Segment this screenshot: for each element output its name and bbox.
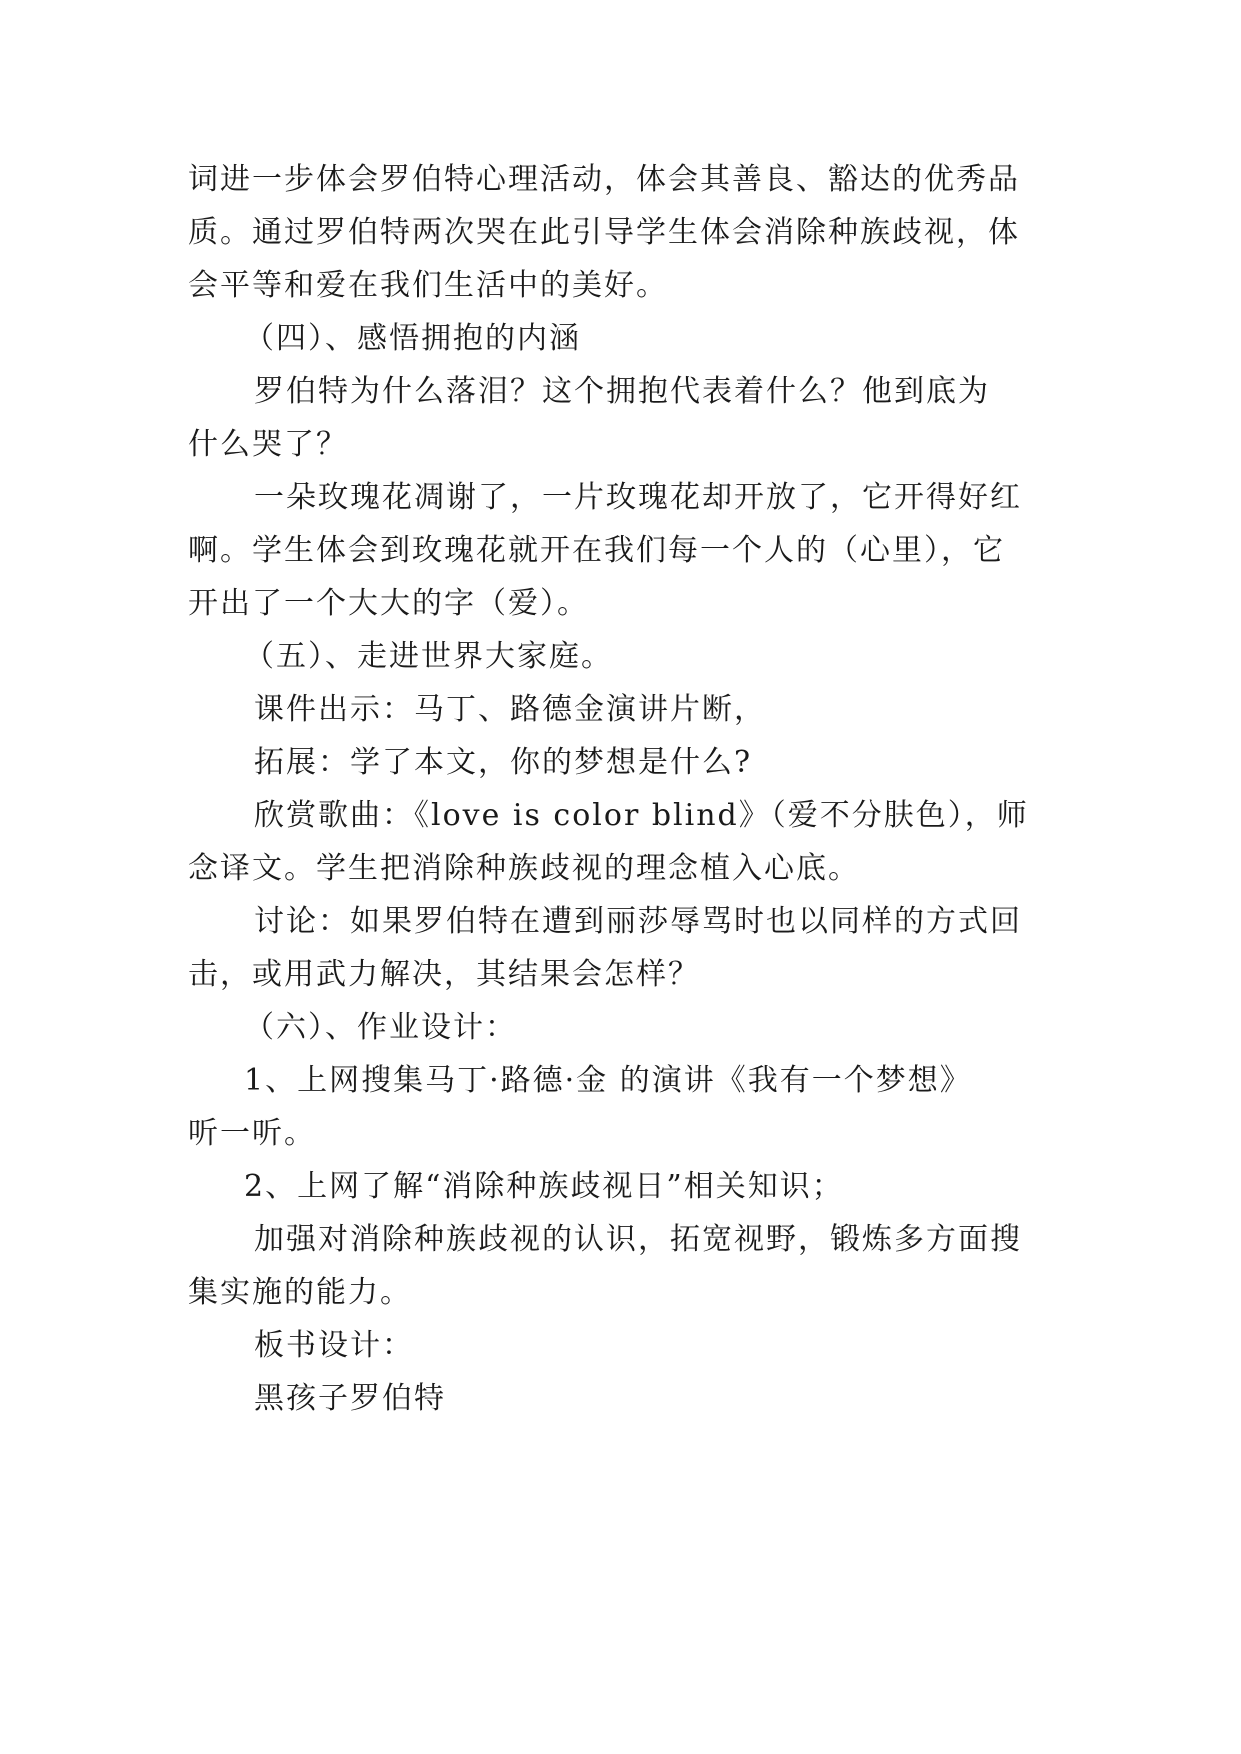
paragraph-line: 集实施的能力。 [188,1275,412,1310]
homework-item: 2、上网了解“消除种族歧视日”相关知识； [244,1169,844,1204]
board-design-title: 黑孩子罗伯特 [254,1381,446,1416]
paragraph-line: 听一听。 [188,1116,316,1151]
section-heading: （六）、作业设计： [244,1010,517,1045]
paragraph-line: 啊。学生体会到玫瑰花就开在我们每一个人的（心里），它 [188,533,1005,568]
paragraph-line: 课件出示：马丁、路德金演讲片断， [254,692,766,727]
paragraph-line: 欣赏歌曲：《love is color blind》（爱不分肤色），师 [254,798,1029,833]
paragraph-line: 念译文。学生把消除种族歧视的理念植入心底。 [188,851,860,886]
homework-item: 1、上网搜集马丁·路德·金 的演讲《我有一个梦想》 [244,1063,972,1098]
paragraph-line: 会平等和爱在我们生活中的美好。 [188,268,668,303]
paragraph-line: 加强对消除种族歧视的认识，拓宽视野，锻炼多方面搜 [254,1222,1022,1257]
board-design-label: 板书设计： [254,1328,414,1363]
paragraph-line: 质。通过罗伯特两次哭在此引导学生体会消除种族歧视，体 [188,215,1020,250]
paragraph-line: 拓展：学了本文，你的梦想是什么? [254,745,753,780]
paragraph-line: 词进一步体会罗伯特心理活动，体会其善良、豁达的优秀品 [188,162,1020,197]
paragraph-line: 什么哭了？ [188,427,348,462]
paragraph-line: 罗伯特为什么落泪？这个拥抱代表着什么？他到底为 [254,374,990,409]
paragraph-line: 击，或用武力解决，其结果会怎样？ [188,957,700,992]
section-heading: （四）、感悟拥抱的内涵 [244,321,581,356]
paragraph-line: 一朵玫瑰花凋谢了，一片玫瑰花却开放了，它开得好红 [254,480,1022,515]
section-heading: （五）、走进世界大家庭。 [244,639,613,674]
paragraph-line: 讨论：如果罗伯特在遭到丽莎辱骂时也以同样的方式回 [254,904,1022,939]
paragraph-line: 开出了一个大大的字（爱）。 [188,586,589,621]
